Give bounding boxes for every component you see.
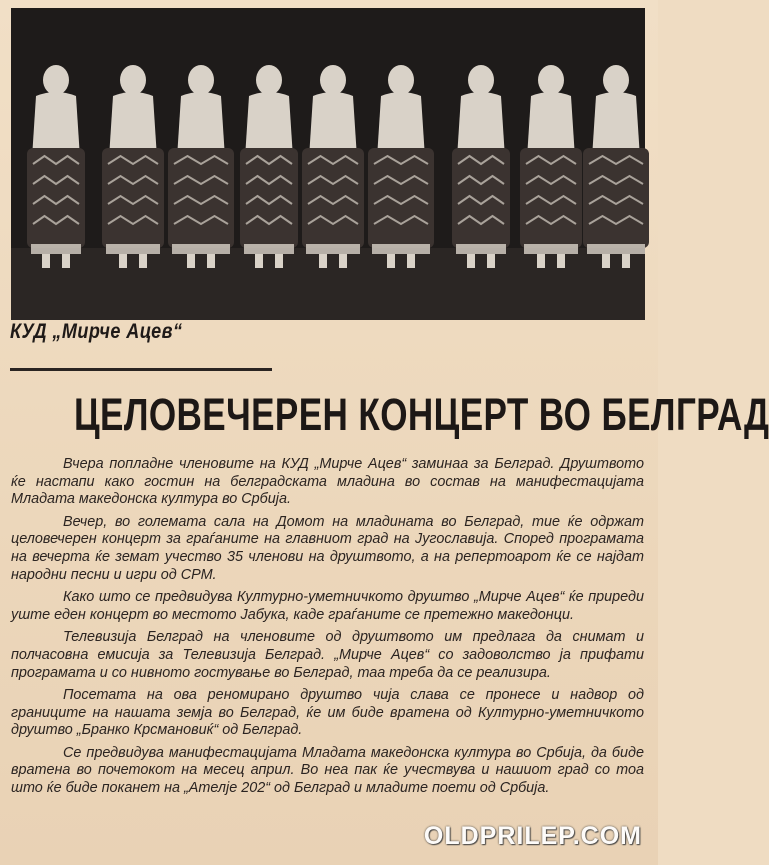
dancer-leg [139,254,147,268]
dancer-leg [407,254,415,268]
paragraph-4: Телевизија Белград на членовите од друштвото им предлага да снимат и полчасовна емисија за Телевизија Белград. „Мирче Ацев“ со задоволство ја прифати програмата и со нивното гостување во Белград, таа треба да се реализира. [11,629,644,681]
dancer-head [256,65,282,95]
skirt-hem [244,244,294,254]
dancer-head [120,65,146,95]
dancer-head [188,65,214,95]
dancer-leg [42,254,50,268]
dancer-leg [557,254,565,268]
skirt-hem [524,244,578,254]
dancer-leg [119,254,127,268]
article-overline: КУД „Мирче Ацев“ [10,320,183,343]
skirt-hem [456,244,506,254]
dancer-leg [467,254,475,268]
dancer-leg [387,254,395,268]
skirt-hem [587,244,645,254]
dancer-head [538,65,564,95]
dancer-leg [62,254,70,268]
dancer-leg [339,254,347,268]
paragraph-6: Се предвидува манифестацијата Младата македонска култура во Србија, да биде вратена во почетокот на месец април. Во неа пак ќе учествува и нашиот град со тоа што ќе биде поканет на „Ателје 202“ од Белград и младите поети од Србија. [11,744,644,796]
dancer-leg [207,254,215,268]
dancer-head [603,65,629,95]
site-watermark: OLDPRILEP.COM [423,822,642,850]
skirt-hem [106,244,160,254]
skirt-hem [31,244,81,254]
dancer-leg [537,254,545,268]
dancer-leg [487,254,495,268]
skirt-hem [306,244,360,254]
paragraph-3: Како што се предвидува Културно-уметничкото друштво „Мирче Ацев“ ќе приреди уште еден концерт во местото Јабука, каде граѓаните се претежно македонци. [11,589,644,623]
folk-dancers-photo [11,8,645,320]
dancer-leg [255,254,263,268]
dancer-leg [319,254,327,268]
dancer-leg [622,254,630,268]
article-headline: ЦЕЛОВЕЧЕРЕН КОНЦЕРТ ВО БЕЛГРАД [74,389,769,440]
paragraph-2: Вечер, во големата сала на Домот на младината во Белград, тие ќе одржат целовечерен концерт за граѓаните на главниот град на Југославија. Според програмата на вечерта ќе земат учество 35 членови на друштвото, а на репертоарот ќе се најдат народни песни и игри од СРМ. [11,513,644,583]
paragraph-5: Посетата на ова реномирано друштво чија слава се пронесе и надвор од границите на нашата земја во Белград, ќе им биде вратена од Културно-уметничкото друштво „Бранко Крсмановиќ“ од Белград. [11,686,644,739]
skirt-hem [172,244,230,254]
dancer-leg [187,254,195,268]
article-body [11,456,644,802]
dancer-head [320,65,346,95]
dancer-leg [275,254,283,268]
dancers-illustration [11,8,645,320]
skirt-hem [372,244,430,254]
dancer-head [388,65,414,95]
overline-rule [10,368,272,371]
dancer-leg [602,254,610,268]
stage-floor [11,248,645,320]
paragraph-1: Вчера попладне членовите на КУД „Мирче Ацев“ заминаа за Белград. Друштвото ќе настапи како гостин на белградската младина во состав на манифестацијата Младата македонска култура во Србија. [11,456,644,508]
dancer-head [468,65,494,95]
dancer-head [43,65,69,95]
